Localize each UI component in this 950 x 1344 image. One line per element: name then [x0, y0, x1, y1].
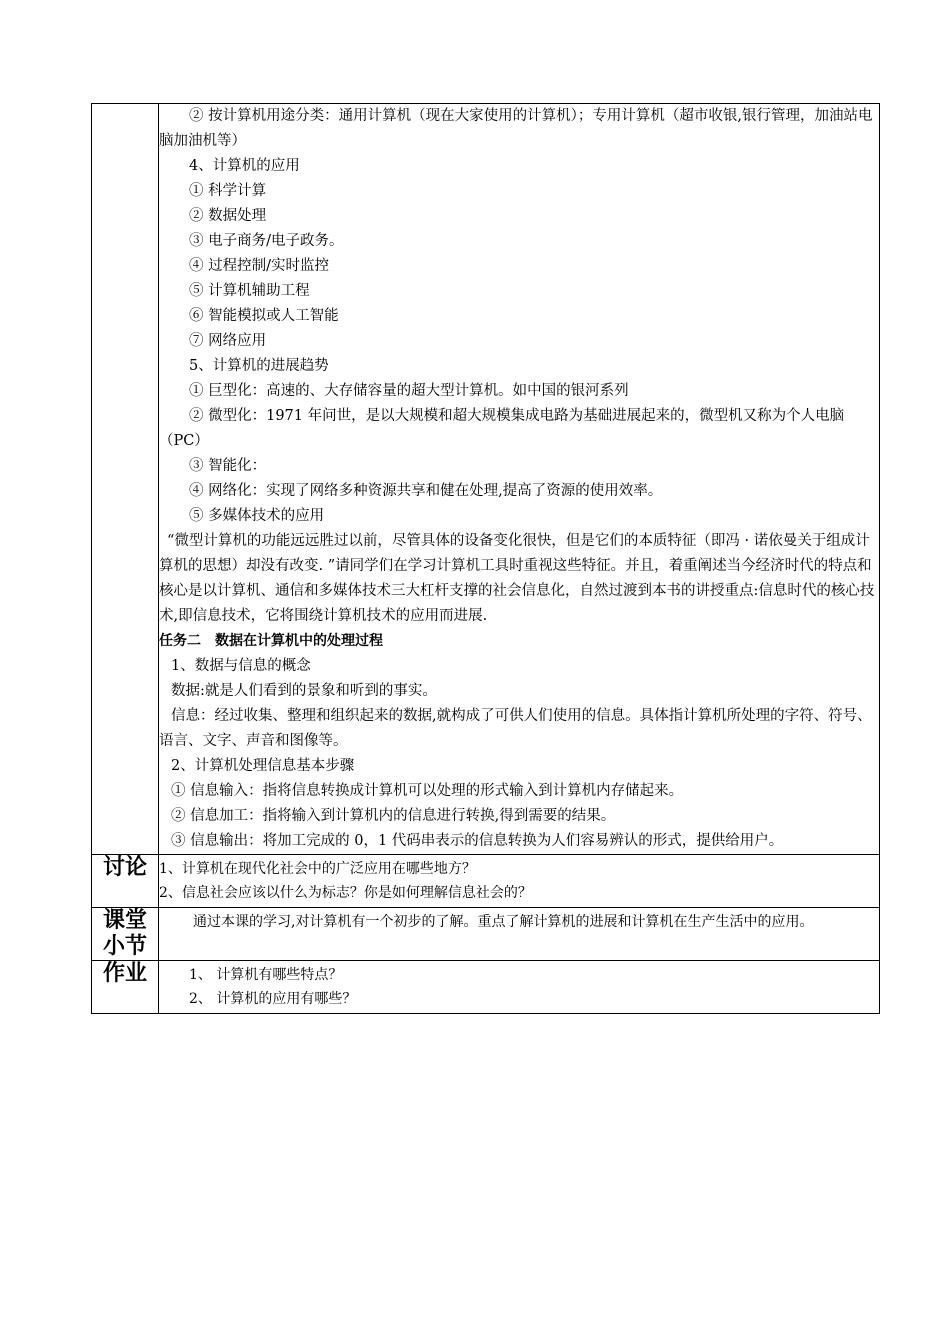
homework-row: [92, 961, 880, 1014]
discussion-question: 1、计算机在现代化社会中的广泛应用在哪些地方？: [159, 861, 476, 877]
summary-label: [92, 908, 159, 961]
summary-row: [92, 908, 880, 961]
section-heading: 1、数据与信息的概念: [171, 658, 311, 674]
discussion-label: 讨论: [92, 855, 159, 908]
lesson-table: [91, 103, 880, 1014]
homework-label: 作业: [92, 961, 159, 1014]
list-item: ① 信息输入：指将信息转换成计算机可以处理的形式输入到计算机内存储起来。: [171, 783, 684, 799]
summary-text: 通过本课的学习,对计算机有一个初步的了解。重点了解计算机的进展和计算机在生产生活中的应用。: [193, 914, 814, 930]
list-item: ③ 智能化：: [189, 458, 267, 474]
summary-cell: [159, 908, 880, 961]
homework-cell: [159, 961, 880, 1014]
list-item: ④ 网络化：实现了网络多种资源共享和健在处理,提高了资源的使用效率。: [189, 483, 663, 499]
main-content-cell: [159, 104, 880, 855]
discussion-row: [92, 855, 880, 908]
empty-label-cell: [92, 104, 159, 855]
homework-item: 1、 计算机有哪些特点？: [189, 967, 343, 983]
content-row: [92, 104, 880, 855]
list-item: ⑤ 计算机辅助工程: [189, 283, 310, 299]
section-heading: 4、计算机的应用: [189, 158, 300, 174]
list-item: ⑥ 智能模拟或人工智能: [189, 308, 339, 324]
list-item: ⑦ 网络应用: [189, 333, 267, 349]
paragraph: 信息：经过收集、整理和组织起来的数据,就构成了可供人们使用的信息。具体指计算机所处理的字符、符号、语言、文字、声音和图像等。: [159, 708, 872, 749]
paragraph: ② 按计算机用途分类：通用计算机（现在大家使用的计算机）；专用计算机（超市收银,银行管理，加油站电脑加油机等）: [159, 108, 873, 149]
list-item: ① 巨型化：高速的、大存储容量的超大型计算机。如中国的银河系列: [189, 383, 629, 399]
discussion-cell: [159, 855, 880, 908]
list-item: ② 信息加工：指将输入到计算机内的信息进行转换,得到需要的结果。: [171, 808, 616, 824]
summary-label-line: 小节: [102, 934, 147, 959]
section-heading: 2、计算机处理信息基本步骤: [171, 758, 355, 774]
summary-label-line: 课堂: [102, 908, 147, 933]
paragraph: 数据:就是人们看到的景象和听到的事实。: [171, 683, 437, 699]
discussion-question: 2、信息社会应该以什么为标志？你是如何理解信息社会的？: [159, 885, 532, 901]
list-item: ① 科学计算: [189, 183, 267, 199]
list-item: ③ 信息输出：将加工完成的 0，1 代码串表示的信息转换为人们容易辨认的形式，提供给用户。: [171, 833, 784, 849]
section-heading: 5、计算机的进展趋势: [189, 358, 329, 374]
homework-item: 2、 计算机的应用有哪些？: [189, 991, 357, 1007]
list-item: ④ 过程控制/实时监控: [189, 258, 329, 274]
list-item: ② 微型化：1971 年问世，是以大规模和超大规模集成电路为基础进展起来的，微型机又称为个人电脑（PC）: [159, 408, 845, 449]
list-item: ⑤ 多媒体技术的应用: [189, 508, 325, 524]
list-item: ③ 电子商务/电子政务。: [189, 233, 344, 249]
quote-paragraph: “微型计算机的功能远远胜过以前，尽管具体的设备变化很快，但是它们的本质特征（即冯 · 诺依曼关于组成计算机的思想）却没有改变. ”请同学们在学习计算机工具时重视这些特征。并且，着重阐述当今经济时代的特点和核心是以计算机、通信和多媒体技术三大杠杆支撑的社会信息化，自然过渡到本书的讲授重点:信息时代的核心技术,即信息技术，它将围绕计算机技术的应用而进展.: [159, 533, 875, 624]
list-item: ② 数据处理: [189, 208, 267, 224]
task2-title: 任务二 数据在计算机中的处理过程: [159, 633, 383, 649]
